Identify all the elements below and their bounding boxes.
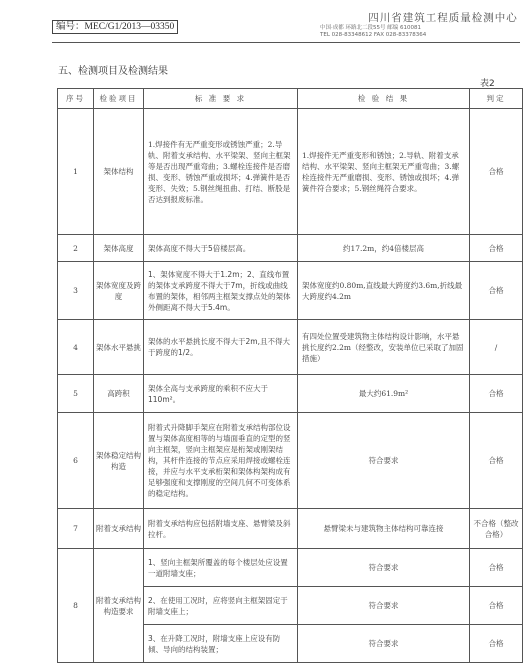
row-verdict: 合格 bbox=[470, 625, 523, 663]
row-result: 符合要求 bbox=[298, 587, 470, 625]
row-result: 有四处位置受建筑物主体结构设计影响，水平悬挑长度约2.2m（经整改，安装单位已采取了加固措施） bbox=[298, 320, 470, 375]
table-row bbox=[58, 235, 523, 262]
row-item: 架体稳定结构构造 bbox=[94, 413, 144, 509]
document-number: 编号：MEC/G1/2013—03350 bbox=[52, 20, 178, 34]
row-no: 2 bbox=[58, 235, 94, 262]
organization-address bbox=[320, 25, 520, 39]
table-header-row bbox=[58, 89, 523, 109]
row-verdict: 合格 bbox=[470, 549, 523, 587]
row-item: 架体高度 bbox=[94, 235, 144, 262]
row-standard: 架体的水平悬挑长度不得大于2m,且不得大于跨度的1/2。 bbox=[144, 320, 298, 375]
row-item: 架体水平悬挑 bbox=[94, 320, 144, 375]
inspection-results-table bbox=[57, 88, 523, 663]
address-line-2: TEL 028-83348612 FAX 028-83378364 bbox=[320, 32, 427, 38]
row-verdict: 合格 bbox=[470, 235, 523, 262]
row-no: 4 bbox=[58, 320, 94, 375]
table-row bbox=[58, 262, 523, 320]
header-standard: 标 准 要 求 bbox=[144, 89, 298, 109]
row-standard: 附着支承结构应包括附墙支座、悬臂梁及斜拉杆。 bbox=[144, 509, 298, 549]
header-result: 检 验 结 果 bbox=[298, 89, 470, 109]
row-no: 5 bbox=[58, 375, 94, 413]
row-result: 架体宽度约0.80m,直线最大跨度约3.6m,折线最大跨度约4.2m bbox=[298, 262, 470, 320]
row-verdict: 合格 bbox=[470, 262, 523, 320]
table-row bbox=[58, 375, 523, 413]
header-verdict: 判定 bbox=[470, 89, 523, 109]
row-standard: 2、在使用工况时，应将竖向主框架固定于附墙支座上； bbox=[144, 587, 298, 625]
section-title: 五、检测项目及检测结果 bbox=[58, 66, 168, 77]
row-standard: 架体高度不得大于5倍楼层高。 bbox=[144, 235, 298, 262]
row-verdict: 合格 bbox=[470, 375, 523, 413]
row-standard: 架体全高与支承跨度的乘积不应大于110m²。 bbox=[144, 375, 298, 413]
header-no: 序号 bbox=[58, 89, 94, 109]
row-no: 7 bbox=[58, 509, 94, 549]
row-no: 3 bbox=[58, 262, 94, 320]
row-item: 附着支承结构构造要求 bbox=[94, 549, 144, 663]
row-item: 高跨积 bbox=[94, 375, 144, 413]
row-verdict: / bbox=[470, 320, 523, 375]
row-verdict: 合格 bbox=[470, 109, 523, 235]
row-no: 6 bbox=[58, 413, 94, 509]
table-row bbox=[58, 509, 523, 549]
row-standard: 1、架体宽度不得大于1.2m；2、直线布置的架体支承跨度不得大于7m，折线或曲线布置的架体，相邻两主框架支撑点处的架体外侧距离不得大于5.4m。 bbox=[144, 262, 298, 320]
row-no: 1 bbox=[58, 109, 94, 235]
table-row bbox=[58, 109, 523, 235]
row-verdict: 合格 bbox=[470, 587, 523, 625]
row-standard: 附着式升降脚手架应在附着支承结构部位设置与架体高度相等的与墙面垂直的定型的竖向主框架，竖向主框架应是桁架或刚架结构，其杆件连接的节点应采用焊接或螺栓连接，并应与水平支承桁架和架体构架构成有足够强度和支撑刚度的空间几何不可变体系的稳定结构。 bbox=[144, 413, 298, 509]
row-verdict: 合格 bbox=[470, 413, 523, 509]
table-row bbox=[58, 413, 523, 509]
row-result: 符合要求 bbox=[298, 549, 470, 587]
row-standard: 1、竖向主框架所覆盖的每个楼层处应设置一道附墙支座； bbox=[144, 549, 298, 587]
row-no: 8 bbox=[58, 549, 94, 663]
row-result: 约17.2m，约4倍楼层高 bbox=[298, 235, 470, 262]
header-item: 检验项目 bbox=[94, 89, 144, 109]
organization-name: 四川省建筑工程质量检测中心 bbox=[368, 12, 518, 24]
row-result: 符合要求 bbox=[298, 625, 470, 663]
row-result: 符合要求 bbox=[298, 413, 470, 509]
row-result: 悬臂梁未与建筑物主体结构可靠连接 bbox=[298, 509, 470, 549]
row-verdict: 不合格（整改合格） bbox=[470, 509, 523, 549]
row-item: 架体结构 bbox=[94, 109, 144, 235]
address-line-1: 中国·成都 环路北二段55号 邮编 610081 bbox=[320, 25, 421, 31]
row-standard: 3、在升降工况时，附墙支座上应设有防倾、导向的结构装置； bbox=[144, 625, 298, 663]
table-row bbox=[58, 320, 523, 375]
row-result: 1.焊接件无严重变形和锈蚀；2.导轨、附着支承结构、水平梁架、竖向主框架无严重弯曲；3.螺栓连接件无严重磨损、变形、锈蚀或损坏；4.弹簧件符合要求；5.钢丝绳符合要求。 bbox=[298, 109, 470, 235]
table-number: 表2 bbox=[480, 79, 495, 89]
row-result: 最大约61.9m² bbox=[298, 375, 470, 413]
row-item: 架体宽度及跨度 bbox=[94, 262, 144, 320]
row-standard: 1.焊接件有无严重变形或锈蚀严重；2.导轨、附着支承结构、水平梁架、竖向主框架等是否出现严重弯曲；3.螺栓连接件是否磨损、变形、锈蚀严重或损坏；4.弹簧件是否变形、失效；5.钢丝绳扭曲、打结、断股是否达到报废标准。 bbox=[144, 109, 298, 235]
header-divider bbox=[52, 42, 520, 43]
table-row bbox=[58, 549, 523, 587]
row-item: 附着支承结构 bbox=[94, 509, 144, 549]
